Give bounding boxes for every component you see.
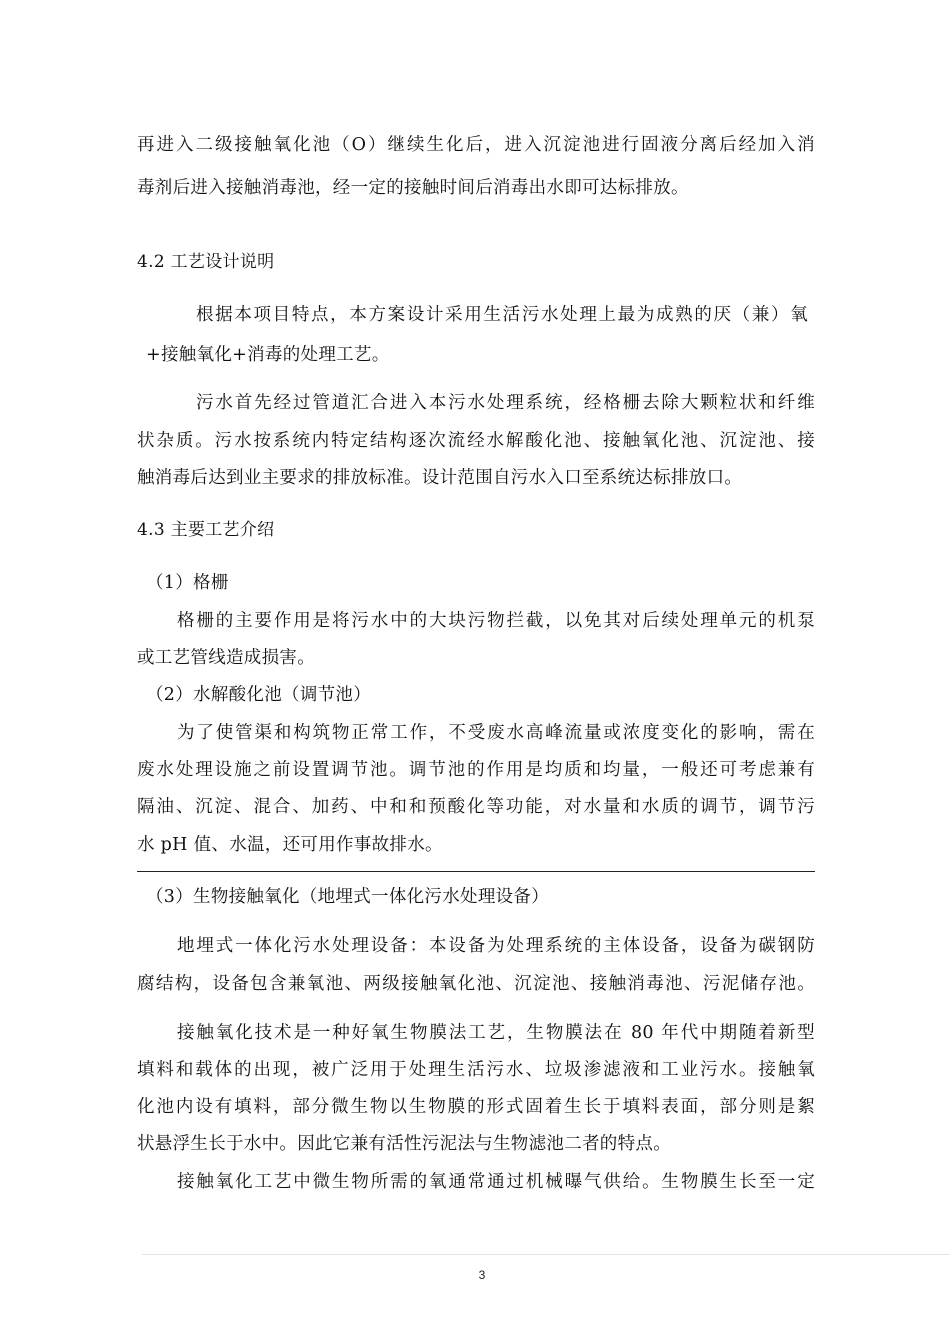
section-4-2-p2-line-3: 触消毒后达到业主要求的排放标准。设计范围自污水入口至系统达标排放口。 [137, 468, 743, 488]
section-4-2-p1-line-1: 根据本项目特点，本方案设计采用生活污水处理上最为成熟的厌（兼）氧 [196, 305, 808, 325]
item-3-p2-line-3: 化池内设有填料，部分微生物以生物膜的形式固着生长于填料表面，部分则是絮 [137, 1097, 815, 1117]
section-heading-4-2: 4.2 工艺设计说明 [137, 252, 275, 272]
section-4-2-p2-line-1: 污水首先经过管道汇合进入本污水处理系统，经格栅去除大颗粒状和纤维 [196, 393, 815, 413]
section-4-2-p1-line-2: +接触氧化+消毒的处理工艺。 [146, 345, 390, 365]
footer-divider [142, 1254, 950, 1255]
item-3-p2-line-4: 状悬浮生长于水中。因此它兼有活性污泥法与生物滤池二者的特点。 [137, 1134, 671, 1154]
section-heading-4-3: 4.3 主要工艺介绍 [137, 520, 275, 540]
item-1-line-1: 格栅的主要作用是将污水中的大块污物拦截，以免其对后续处理单元的机泵 [177, 611, 815, 631]
item-3-title: （3）生物接触氧化（地埋式一体化污水处理设备） [146, 887, 550, 907]
item-2-line-3: 隔油、沉淀、混合、加药、中和和预酸化等功能，对水量和水质的调节，调节污 [137, 797, 815, 817]
section-divider [137, 871, 815, 872]
intro-line-1: 再进入二级接触氧化池（O）继续生化后，进入沉淀池进行固液分离后经加入消 [137, 135, 815, 155]
item-3-p2-line-2: 填料和载体的出现，被广泛用于处理生活污水、垃圾渗滤液和工业污水。接触氧 [137, 1060, 815, 1080]
item-2-title: （2）水解酸化池（调节池） [146, 685, 372, 705]
page-number: 3 [478, 1268, 486, 1282]
intro-line-2: 毒剂后进入接触消毒池，经一定的接触时间后消毒出水即可达标排放。 [137, 178, 689, 198]
item-3-p2-line-1: 接触氧化技术是一种好氧生物膜法工艺，生物膜法在 80 年代中期随着新型 [177, 1023, 815, 1043]
item-3-p1-line-1: 地埋式一体化污水处理设备：本设备为处理系统的主体设备，设备为碳钢防 [177, 936, 815, 956]
item-1-title: （1）格栅 [146, 573, 229, 593]
section-4-2-p2-line-2: 状杂质。污水按系统内特定结构逐次流经水解酸化池、接触氧化池、沉淀池、接 [137, 431, 815, 451]
item-3-p1-line-2: 腐结构，设备包含兼氧池、两级接触氧化池、沉淀池、接触消毒池、污泥储存池。 [137, 974, 815, 994]
item-3-p3-line-1: 接触氧化工艺中微生物所需的氧通常通过机械曝气供给。生物膜生长至一定 [177, 1172, 815, 1192]
item-2-line-1: 为了使管渠和构筑物正常工作，不受废水高峰流量或浓度变化的影响，需在 [177, 723, 815, 743]
item-1-line-2: 或工艺管线造成损害。 [137, 648, 315, 668]
item-2-line-4: 水 pH 值、水温，还可用作事故排水。 [137, 835, 443, 855]
item-2-line-2: 废水处理设施之前设置调节池。调节池的作用是均质和均量，一般还可考虑兼有 [137, 760, 815, 780]
